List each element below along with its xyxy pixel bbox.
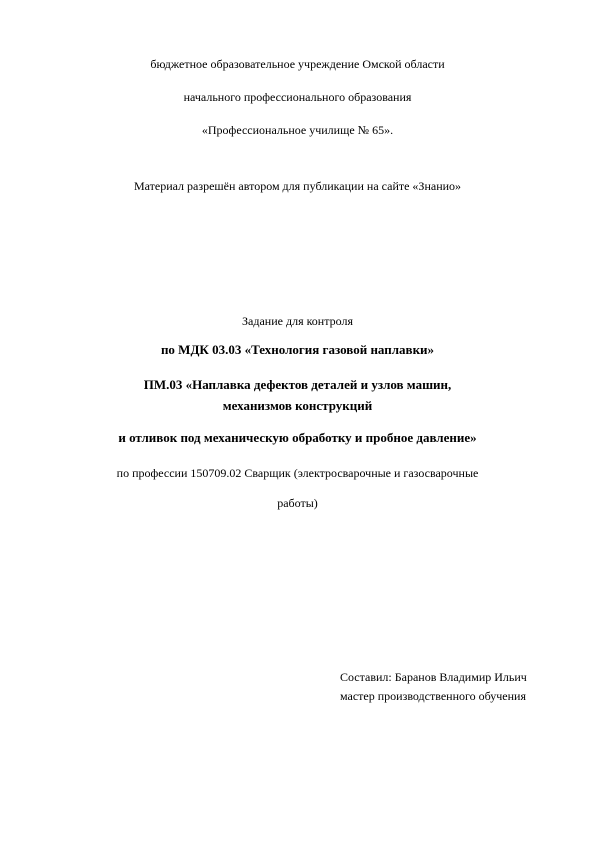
institution-line-3: «Профессиональное училище № 65».	[201, 123, 394, 137]
title-line-7: работы)	[277, 496, 318, 510]
title-line-2: по МДК 03.03 «Технология газовой наплавки»	[160, 342, 435, 357]
institution-line-2: начального профессионального образования	[183, 90, 412, 104]
permission-notice: Материал разрешён автором для публикации на сайте «Знанио»	[133, 179, 462, 193]
title-line-5: и отливок под механическую обработку и пробное давление»	[118, 430, 477, 445]
institution-line-1: бюджетное образовательное учреждение Омской области	[150, 57, 445, 71]
title-line-4: механизмов конструкций	[222, 398, 373, 413]
author-name: Составил: Баранов Владимир Ильич	[340, 670, 527, 684]
author-position: мастер производственного обучения	[340, 689, 526, 703]
title-line-3: ПМ.03 «Наплавка дефектов деталей и узлов машин,	[143, 377, 452, 392]
title-line-6: по профессии 150709.02 Сварщик (электросварочные и газосварочные	[116, 466, 479, 480]
title-line-1: Задание для контроля	[242, 314, 353, 328]
